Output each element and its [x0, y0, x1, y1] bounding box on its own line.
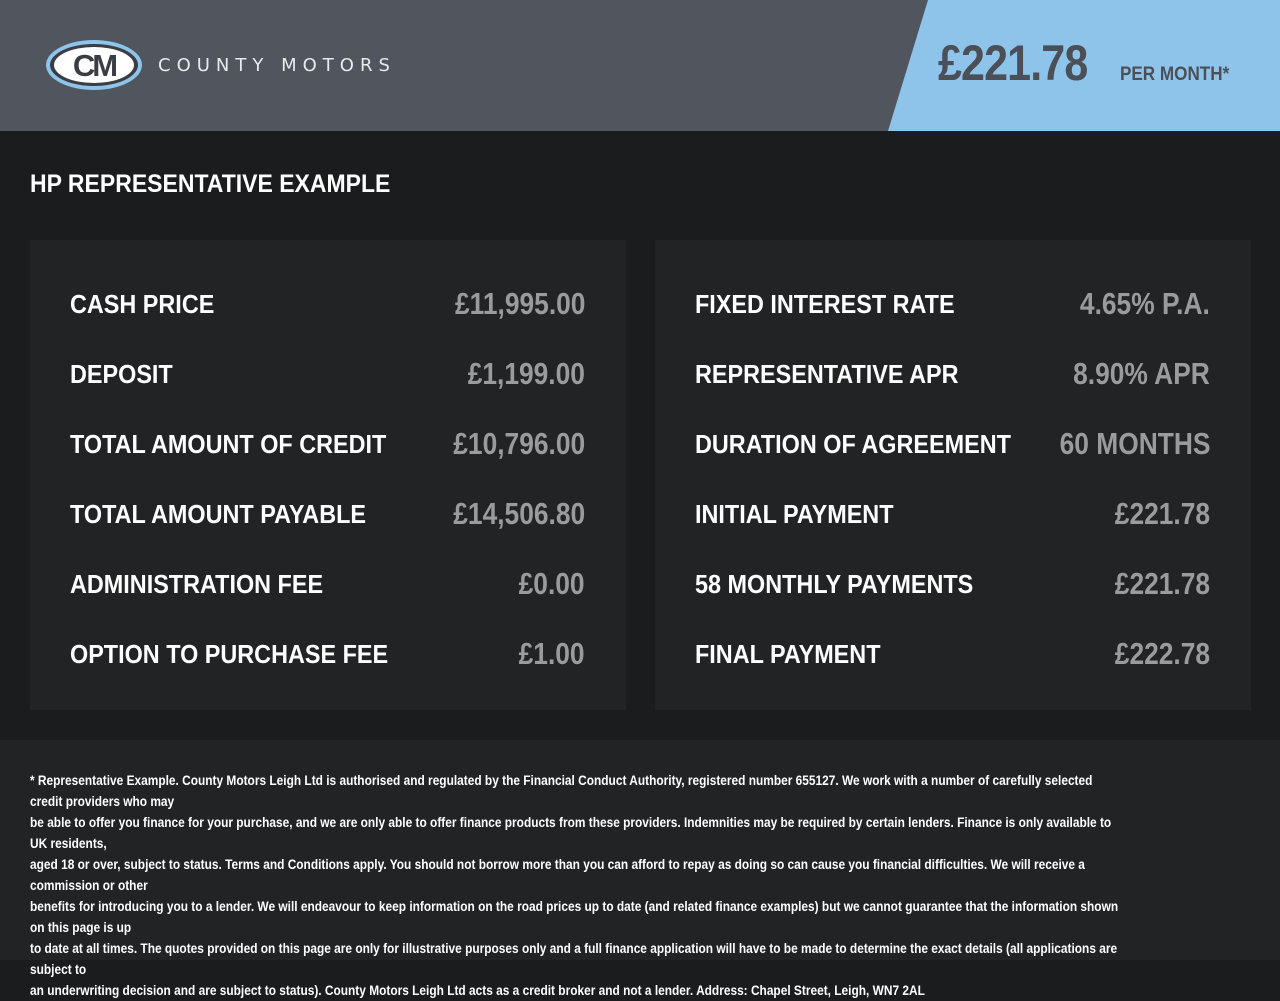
disclaimer-line: be able to offer you finance for your purchase, and we are only able to offer finance products from these providers. Indemnities may be required by certain lenders. Finance is only available to UK residents,: [30, 814, 1112, 851]
disclaimer-line: * Representative Example. County Motors Leigh Ltd is authorised and regulated by the Financial Conduct Authority, registered number 655127. We work with a number of carefully selected credit providers who may: [30, 772, 1093, 809]
brand-name: COUNTY MOTORS: [158, 55, 396, 76]
row-label: FIXED INTEREST RATE: [695, 289, 955, 319]
county-motors-logo: [44, 38, 144, 92]
finance-panel-right: [655, 240, 1251, 710]
row-initial-payment: [695, 496, 1210, 539]
row-value: £1,199.00: [467, 356, 585, 391]
row-final-payment: [695, 636, 1210, 679]
per-month-label: PER MONTH*: [1120, 64, 1230, 85]
row-value: £10,796.00: [453, 426, 585, 461]
row-label: DEPOSIT: [70, 359, 173, 389]
row-label: OPTION TO PURCHASE FEE: [70, 639, 389, 669]
logo-text: CM: [72, 48, 116, 83]
row-option-to-purchase-fee: [70, 636, 585, 679]
row-value: 4.65% P.A.: [1080, 286, 1210, 321]
row-label: TOTAL AMOUNT OF CREDIT: [70, 429, 387, 459]
section-title: HP REPRESENTATIVE EXAMPLE: [30, 170, 391, 198]
monthly-price: £221.78: [938, 35, 1088, 91]
row-label: CASH PRICE: [70, 289, 215, 319]
row-value: £0.00: [519, 566, 585, 601]
row-fixed-interest-rate: [695, 286, 1210, 329]
row-deposit: [70, 356, 585, 399]
row-label: REPRESENTATIVE APR: [695, 359, 959, 389]
row-label: TOTAL AMOUNT PAYABLE: [70, 499, 367, 529]
row-value: £1.00: [519, 636, 585, 671]
row-value: £222.78: [1114, 636, 1210, 671]
row-value: 60 MONTHS: [1059, 426, 1210, 461]
row-value: £14,506.80: [453, 496, 585, 531]
row-label: DURATION OF AGREEMENT: [695, 429, 1011, 459]
row-label: INITIAL PAYMENT: [695, 499, 894, 529]
row-administration-fee: [70, 566, 585, 609]
row-duration-of-agreement: [695, 426, 1210, 469]
row-total-amount-payable: [70, 496, 585, 539]
row-value: £221.78: [1114, 566, 1210, 601]
row-representative-apr: [695, 356, 1210, 399]
row-value: 8.90% APR: [1073, 356, 1210, 391]
row-total-amount-of-credit: [70, 426, 585, 469]
finance-panel-left: [30, 240, 626, 710]
row-label: ADMINISTRATION FEE: [70, 569, 324, 599]
row-label: 58 MONTHLY PAYMENTS: [695, 569, 974, 599]
row-label: FINAL PAYMENT: [695, 639, 881, 669]
disclaimer-line: benefits for introducing you to a lender. We will endeavour to keep information on the road prices up to date (and related finance examples) but we cannot guarantee that the information shown on this page is up: [30, 898, 1119, 935]
disclaimer-line: an underwriting decision and are subject to status). County Motors Leigh Ltd acts as a credit broker and not a lender. Address: Chapel Street, Leigh, WN7 2AL: [30, 982, 925, 998]
row-value: £11,995.00: [454, 286, 585, 321]
disclaimer-line: aged 18 or over, subject to status. Terms and Conditions apply. You should not borrow more than you can afford to repay as doing so can cause you financial difficulties. We will receive a commission or other: [30, 856, 1085, 893]
row-cash-price: [70, 286, 585, 329]
row-value: £221.78: [1114, 496, 1210, 531]
footer: [0, 740, 1280, 998]
disclaimer-text: [30, 770, 1127, 1001]
row-monthly-payments: [695, 566, 1210, 609]
disclaimer-line: to date at all times. The quotes provided on this page are only for illustrative purposes only and a full finance application will have to be made to determine the exact details (all applications are subject to: [30, 940, 1118, 977]
